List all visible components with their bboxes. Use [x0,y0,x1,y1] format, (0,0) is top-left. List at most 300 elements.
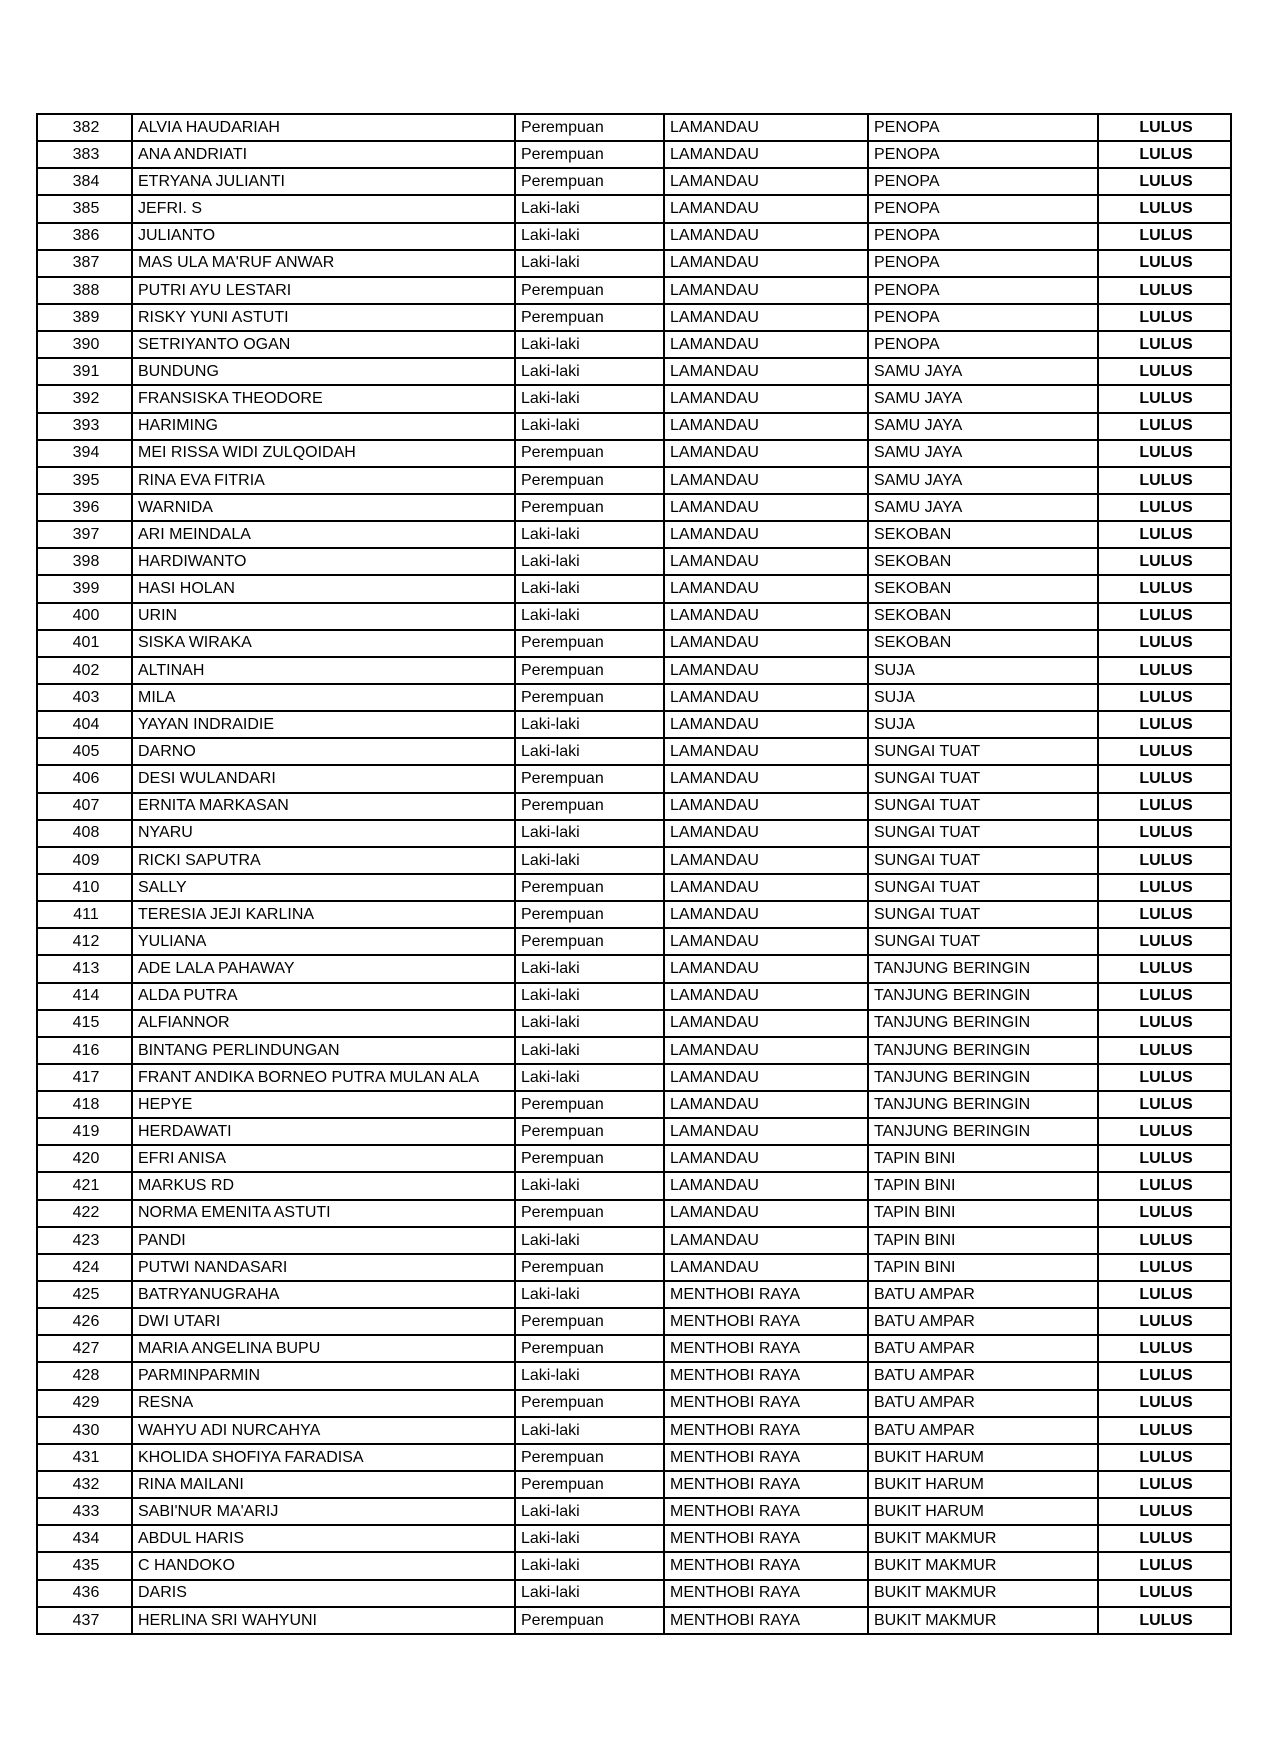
gender-cell: Laki-laki [515,1281,664,1308]
table-row [37,521,1231,548]
table-row [37,711,1231,738]
district-cell: SUNGAI TUAT [868,820,1098,847]
table-row [37,847,1231,874]
row-number-cell: 426 [37,1308,132,1335]
regency-cell: MENTHOBI RAYA [664,1308,868,1335]
regency-cell: LAMANDAU [664,874,868,901]
status-cell: LULUS [1098,304,1231,331]
gender-cell: Laki-laki [515,1552,664,1579]
gender-cell: Perempuan [515,467,664,494]
gender-cell: Perempuan [515,765,664,792]
regency-cell: MENTHOBI RAYA [664,1281,868,1308]
table-row [37,250,1231,277]
row-number-cell: 396 [37,494,132,521]
table-row [37,1471,1231,1498]
gender-cell: Perempuan [515,1607,664,1634]
regency-cell: LAMANDAU [664,223,868,250]
row-number-cell: 417 [37,1064,132,1091]
status-cell: LULUS [1098,195,1231,222]
name-cell: DARNO [132,738,515,765]
gender-cell: Perempuan [515,304,664,331]
row-number-cell: 423 [37,1227,132,1254]
name-cell: WAHYU ADI NURCAHYA [132,1417,515,1444]
status-cell: LULUS [1098,847,1231,874]
table-row [37,793,1231,820]
name-cell: DESI WULANDARI [132,765,515,792]
district-cell: BUKIT MAKMUR [868,1552,1098,1579]
regency-cell: LAMANDAU [664,250,868,277]
district-cell: TAPIN BINI [868,1227,1098,1254]
row-number-cell: 408 [37,820,132,847]
district-cell: TAPIN BINI [868,1172,1098,1199]
gender-cell: Laki-laki [515,738,664,765]
district-cell: TANJUNG BERINGIN [868,1037,1098,1064]
gender-cell: Perempuan [515,1335,664,1362]
name-cell: PUTWI NANDASARI [132,1254,515,1281]
regency-cell: LAMANDAU [664,331,868,358]
status-cell: LULUS [1098,440,1231,467]
regency-cell: LAMANDAU [664,358,868,385]
table-row [37,1580,1231,1607]
district-cell: SUNGAI TUAT [868,928,1098,955]
name-cell: ALDA PUTRA [132,983,515,1010]
district-cell: BATU AMPAR [868,1390,1098,1417]
gender-cell: Perempuan [515,684,664,711]
regency-cell: LAMANDAU [664,548,868,575]
row-number-cell: 431 [37,1444,132,1471]
status-cell: LULUS [1098,575,1231,602]
status-cell: LULUS [1098,413,1231,440]
table-row [37,1064,1231,1091]
regency-cell: MENTHOBI RAYA [664,1552,868,1579]
name-cell: ALFIANNOR [132,1010,515,1037]
gender-cell: Laki-laki [515,1498,664,1525]
row-number-cell: 407 [37,793,132,820]
regency-cell: LAMANDAU [664,1254,868,1281]
name-cell: C HANDOKO [132,1552,515,1579]
name-cell: RISKY YUNI ASTUTI [132,304,515,331]
table-row [37,1390,1231,1417]
name-cell: FRANSISKA THEODORE [132,385,515,412]
regency-cell: LAMANDAU [664,847,868,874]
regency-cell: LAMANDAU [664,928,868,955]
regency-cell: LAMANDAU [664,521,868,548]
regency-cell: MENTHOBI RAYA [664,1471,868,1498]
district-cell: SUNGAI TUAT [868,738,1098,765]
regency-cell: LAMANDAU [664,820,868,847]
row-number-cell: 435 [37,1552,132,1579]
table-row [37,657,1231,684]
status-cell: LULUS [1098,521,1231,548]
status-cell: LULUS [1098,494,1231,521]
status-cell: LULUS [1098,1091,1231,1118]
name-cell: EFRI ANISA [132,1145,515,1172]
name-cell: MAS ULA MA'RUF ANWAR [132,250,515,277]
name-cell: BATRYANUGRAHA [132,1281,515,1308]
table-row [37,901,1231,928]
table-row [37,1145,1231,1172]
district-cell: TANJUNG BERINGIN [868,983,1098,1010]
row-number-cell: 392 [37,385,132,412]
row-number-cell: 382 [37,114,132,141]
district-cell: PENOPA [868,141,1098,168]
table-row [37,820,1231,847]
name-cell: SISKA WIRAKA [132,630,515,657]
district-cell: PENOPA [868,277,1098,304]
status-cell: LULUS [1098,1145,1231,1172]
name-cell: ETRYANA JULIANTI [132,168,515,195]
row-number-cell: 437 [37,1607,132,1634]
row-number-cell: 387 [37,250,132,277]
status-cell: LULUS [1098,1308,1231,1335]
gender-cell: Perempuan [515,494,664,521]
row-number-cell: 404 [37,711,132,738]
district-cell: BUKIT MAKMUR [868,1607,1098,1634]
gender-cell: Perempuan [515,168,664,195]
status-cell: LULUS [1098,820,1231,847]
status-cell: LULUS [1098,1362,1231,1389]
gender-cell: Laki-laki [515,575,664,602]
table-row [37,223,1231,250]
table-row [37,1118,1231,1145]
name-cell: RESNA [132,1390,515,1417]
regency-cell: MENTHOBI RAYA [664,1362,868,1389]
name-cell: HASI HOLAN [132,575,515,602]
gender-cell: Perempuan [515,1254,664,1281]
gender-cell: Laki-laki [515,1064,664,1091]
name-cell: MEI RISSA WIDI ZULQOIDAH [132,440,515,467]
row-number-cell: 398 [37,548,132,575]
status-cell: LULUS [1098,1444,1231,1471]
status-cell: LULUS [1098,1471,1231,1498]
row-number-cell: 385 [37,195,132,222]
district-cell: SEKOBAN [868,603,1098,630]
status-cell: LULUS [1098,983,1231,1010]
status-cell: LULUS [1098,385,1231,412]
status-cell: LULUS [1098,955,1231,982]
name-cell: HERDAWATI [132,1118,515,1145]
gender-cell: Laki-laki [515,250,664,277]
row-number-cell: 403 [37,684,132,711]
name-cell: FRANT ANDIKA BORNEO PUTRA MULAN ALA [132,1064,515,1091]
row-number-cell: 436 [37,1580,132,1607]
regency-cell: LAMANDAU [664,765,868,792]
gender-cell: Perempuan [515,1091,664,1118]
table-row [37,1010,1231,1037]
status-cell: LULUS [1098,1010,1231,1037]
status-cell: LULUS [1098,331,1231,358]
table-row [37,141,1231,168]
row-number-cell: 416 [37,1037,132,1064]
row-number-cell: 386 [37,223,132,250]
gender-cell: Perempuan [515,657,664,684]
gender-cell: Perempuan [515,901,664,928]
status-cell: LULUS [1098,1498,1231,1525]
results-table [36,113,1232,1635]
table-row [37,358,1231,385]
row-number-cell: 405 [37,738,132,765]
gender-cell: Laki-laki [515,1037,664,1064]
gender-cell: Laki-laki [515,521,664,548]
name-cell: KHOLIDA SHOFIYA FARADISA [132,1444,515,1471]
status-cell: LULUS [1098,168,1231,195]
gender-cell: Laki-laki [515,223,664,250]
regency-cell: LAMANDAU [664,494,868,521]
status-cell: LULUS [1098,1254,1231,1281]
row-number-cell: 393 [37,413,132,440]
table-row [37,1281,1231,1308]
district-cell: SUNGAI TUAT [868,901,1098,928]
status-cell: LULUS [1098,358,1231,385]
status-cell: LULUS [1098,1281,1231,1308]
name-cell: YULIANA [132,928,515,955]
table-row [37,765,1231,792]
table-row [37,1091,1231,1118]
gender-cell: Laki-laki [515,847,664,874]
row-number-cell: 399 [37,575,132,602]
row-number-cell: 430 [37,1417,132,1444]
name-cell: HEPYE [132,1091,515,1118]
status-cell: LULUS [1098,738,1231,765]
regency-cell: LAMANDAU [664,630,868,657]
regency-cell: MENTHOBI RAYA [664,1335,868,1362]
district-cell: SAMU JAYA [868,385,1098,412]
regency-cell: LAMANDAU [664,114,868,141]
district-cell: BUKIT MAKMUR [868,1580,1098,1607]
status-cell: LULUS [1098,1390,1231,1417]
name-cell: MARIA ANGELINA BUPU [132,1335,515,1362]
table-row [37,630,1231,657]
status-cell: LULUS [1098,684,1231,711]
row-number-cell: 420 [37,1145,132,1172]
table-row [37,195,1231,222]
status-cell: LULUS [1098,1607,1231,1634]
district-cell: SAMU JAYA [868,494,1098,521]
name-cell: RINA MAILANI [132,1471,515,1498]
district-cell: BATU AMPAR [868,1335,1098,1362]
name-cell: WARNIDA [132,494,515,521]
district-cell: BUKIT HARUM [868,1444,1098,1471]
gender-cell: Laki-laki [515,195,664,222]
name-cell: PUTRI AYU LESTARI [132,277,515,304]
table-row [37,1254,1231,1281]
district-cell: BUKIT HARUM [868,1498,1098,1525]
row-number-cell: 424 [37,1254,132,1281]
district-cell: TAPIN BINI [868,1145,1098,1172]
district-cell: SUJA [868,657,1098,684]
district-cell: SEKOBAN [868,575,1098,602]
regency-cell: LAMANDAU [664,901,868,928]
table-row [37,548,1231,575]
name-cell: NORMA EMENITA ASTUTI [132,1200,515,1227]
regency-cell: MENTHOBI RAYA [664,1417,868,1444]
table-row [37,874,1231,901]
district-cell: SUJA [868,711,1098,738]
table-row [37,1308,1231,1335]
regency-cell: LAMANDAU [664,1118,868,1145]
table-row [37,983,1231,1010]
row-number-cell: 388 [37,277,132,304]
table-row [37,331,1231,358]
regency-cell: MENTHOBI RAYA [664,1444,868,1471]
row-number-cell: 418 [37,1091,132,1118]
district-cell: BUKIT MAKMUR [868,1525,1098,1552]
status-cell: LULUS [1098,603,1231,630]
status-cell: LULUS [1098,114,1231,141]
regency-cell: MENTHOBI RAYA [664,1390,868,1417]
status-cell: LULUS [1098,1580,1231,1607]
gender-cell: Perempuan [515,1471,664,1498]
district-cell: SEKOBAN [868,630,1098,657]
table-row [37,575,1231,602]
name-cell: ALTINAH [132,657,515,684]
district-cell: TANJUNG BERINGIN [868,1064,1098,1091]
gender-cell: Laki-laki [515,1227,664,1254]
status-cell: LULUS [1098,630,1231,657]
status-cell: LULUS [1098,467,1231,494]
row-number-cell: 419 [37,1118,132,1145]
regency-cell: LAMANDAU [664,385,868,412]
regency-cell: MENTHOBI RAYA [664,1607,868,1634]
regency-cell: LAMANDAU [664,1227,868,1254]
regency-cell: MENTHOBI RAYA [664,1498,868,1525]
district-cell: SEKOBAN [868,521,1098,548]
row-number-cell: 422 [37,1200,132,1227]
district-cell: TANJUNG BERINGIN [868,1091,1098,1118]
table-row [37,684,1231,711]
gender-cell: Laki-laki [515,1010,664,1037]
name-cell: NYARU [132,820,515,847]
table-row [37,1607,1231,1634]
gender-cell: Laki-laki [515,1172,664,1199]
regency-cell: LAMANDAU [664,738,868,765]
row-number-cell: 415 [37,1010,132,1037]
name-cell: HARIMING [132,413,515,440]
status-cell: LULUS [1098,548,1231,575]
row-number-cell: 414 [37,983,132,1010]
name-cell: MILA [132,684,515,711]
gender-cell: Perempuan [515,114,664,141]
district-cell: SUNGAI TUAT [868,765,1098,792]
row-number-cell: 429 [37,1390,132,1417]
gender-cell: Perempuan [515,1390,664,1417]
status-cell: LULUS [1098,874,1231,901]
results-table-body [37,114,1231,1634]
row-number-cell: 390 [37,331,132,358]
row-number-cell: 427 [37,1335,132,1362]
name-cell: SETRIYANTO OGAN [132,331,515,358]
gender-cell: Perempuan [515,1200,664,1227]
gender-cell: Perempuan [515,1145,664,1172]
status-cell: LULUS [1098,1227,1231,1254]
table-row [37,1444,1231,1471]
gender-cell: Perempuan [515,141,664,168]
regency-cell: LAMANDAU [664,711,868,738]
name-cell: URIN [132,603,515,630]
district-cell: PENOPA [868,223,1098,250]
status-cell: LULUS [1098,1118,1231,1145]
district-cell: PENOPA [868,195,1098,222]
gender-cell: Perempuan [515,1308,664,1335]
status-cell: LULUS [1098,1200,1231,1227]
regency-cell: LAMANDAU [664,1200,868,1227]
status-cell: LULUS [1098,1335,1231,1362]
name-cell: DARIS [132,1580,515,1607]
name-cell: MARKUS RD [132,1172,515,1199]
table-row [37,603,1231,630]
gender-cell: Laki-laki [515,955,664,982]
district-cell: TANJUNG BERINGIN [868,955,1098,982]
name-cell: JEFRI. S [132,195,515,222]
name-cell: ADE LALA PAHAWAY [132,955,515,982]
gender-cell: Perempuan [515,793,664,820]
row-number-cell: 410 [37,874,132,901]
gender-cell: Laki-laki [515,711,664,738]
regency-cell: LAMANDAU [664,440,868,467]
regency-cell: LAMANDAU [664,1010,868,1037]
gender-cell: Perempuan [515,874,664,901]
row-number-cell: 433 [37,1498,132,1525]
row-number-cell: 400 [37,603,132,630]
name-cell: ANA ANDRIATI [132,141,515,168]
status-cell: LULUS [1098,277,1231,304]
gender-cell: Laki-laki [515,603,664,630]
regency-cell: LAMANDAU [664,304,868,331]
gender-cell: Laki-laki [515,385,664,412]
status-cell: LULUS [1098,901,1231,928]
regency-cell: LAMANDAU [664,793,868,820]
row-number-cell: 409 [37,847,132,874]
regency-cell: LAMANDAU [664,1037,868,1064]
district-cell: SAMU JAYA [868,467,1098,494]
table-row [37,277,1231,304]
name-cell: ERNITA MARKASAN [132,793,515,820]
table-row [37,385,1231,412]
gender-cell: Laki-laki [515,413,664,440]
table-row [37,467,1231,494]
status-cell: LULUS [1098,793,1231,820]
name-cell: SALLY [132,874,515,901]
gender-cell: Laki-laki [515,1580,664,1607]
row-number-cell: 425 [37,1281,132,1308]
name-cell: BINTANG PERLINDUNGAN [132,1037,515,1064]
table-row [37,1417,1231,1444]
regency-cell: LAMANDAU [664,141,868,168]
table-row [37,928,1231,955]
gender-cell: Perempuan [515,630,664,657]
regency-cell: LAMANDAU [664,168,868,195]
regency-cell: LAMANDAU [664,983,868,1010]
status-cell: LULUS [1098,250,1231,277]
district-cell: SUJA [868,684,1098,711]
name-cell: JULIANTO [132,223,515,250]
district-cell: SAMU JAYA [868,440,1098,467]
gender-cell: Laki-laki [515,820,664,847]
district-cell: BATU AMPAR [868,1308,1098,1335]
district-cell: BATU AMPAR [868,1417,1098,1444]
district-cell: SUNGAI TUAT [868,847,1098,874]
regency-cell: MENTHOBI RAYA [664,1525,868,1552]
table-row [37,738,1231,765]
regency-cell: LAMANDAU [664,955,868,982]
table-row [37,1498,1231,1525]
name-cell: ALVIA HAUDARIAH [132,114,515,141]
row-number-cell: 421 [37,1172,132,1199]
gender-cell: Perempuan [515,277,664,304]
table-row [37,440,1231,467]
district-cell: PENOPA [868,331,1098,358]
district-cell: PENOPA [868,114,1098,141]
